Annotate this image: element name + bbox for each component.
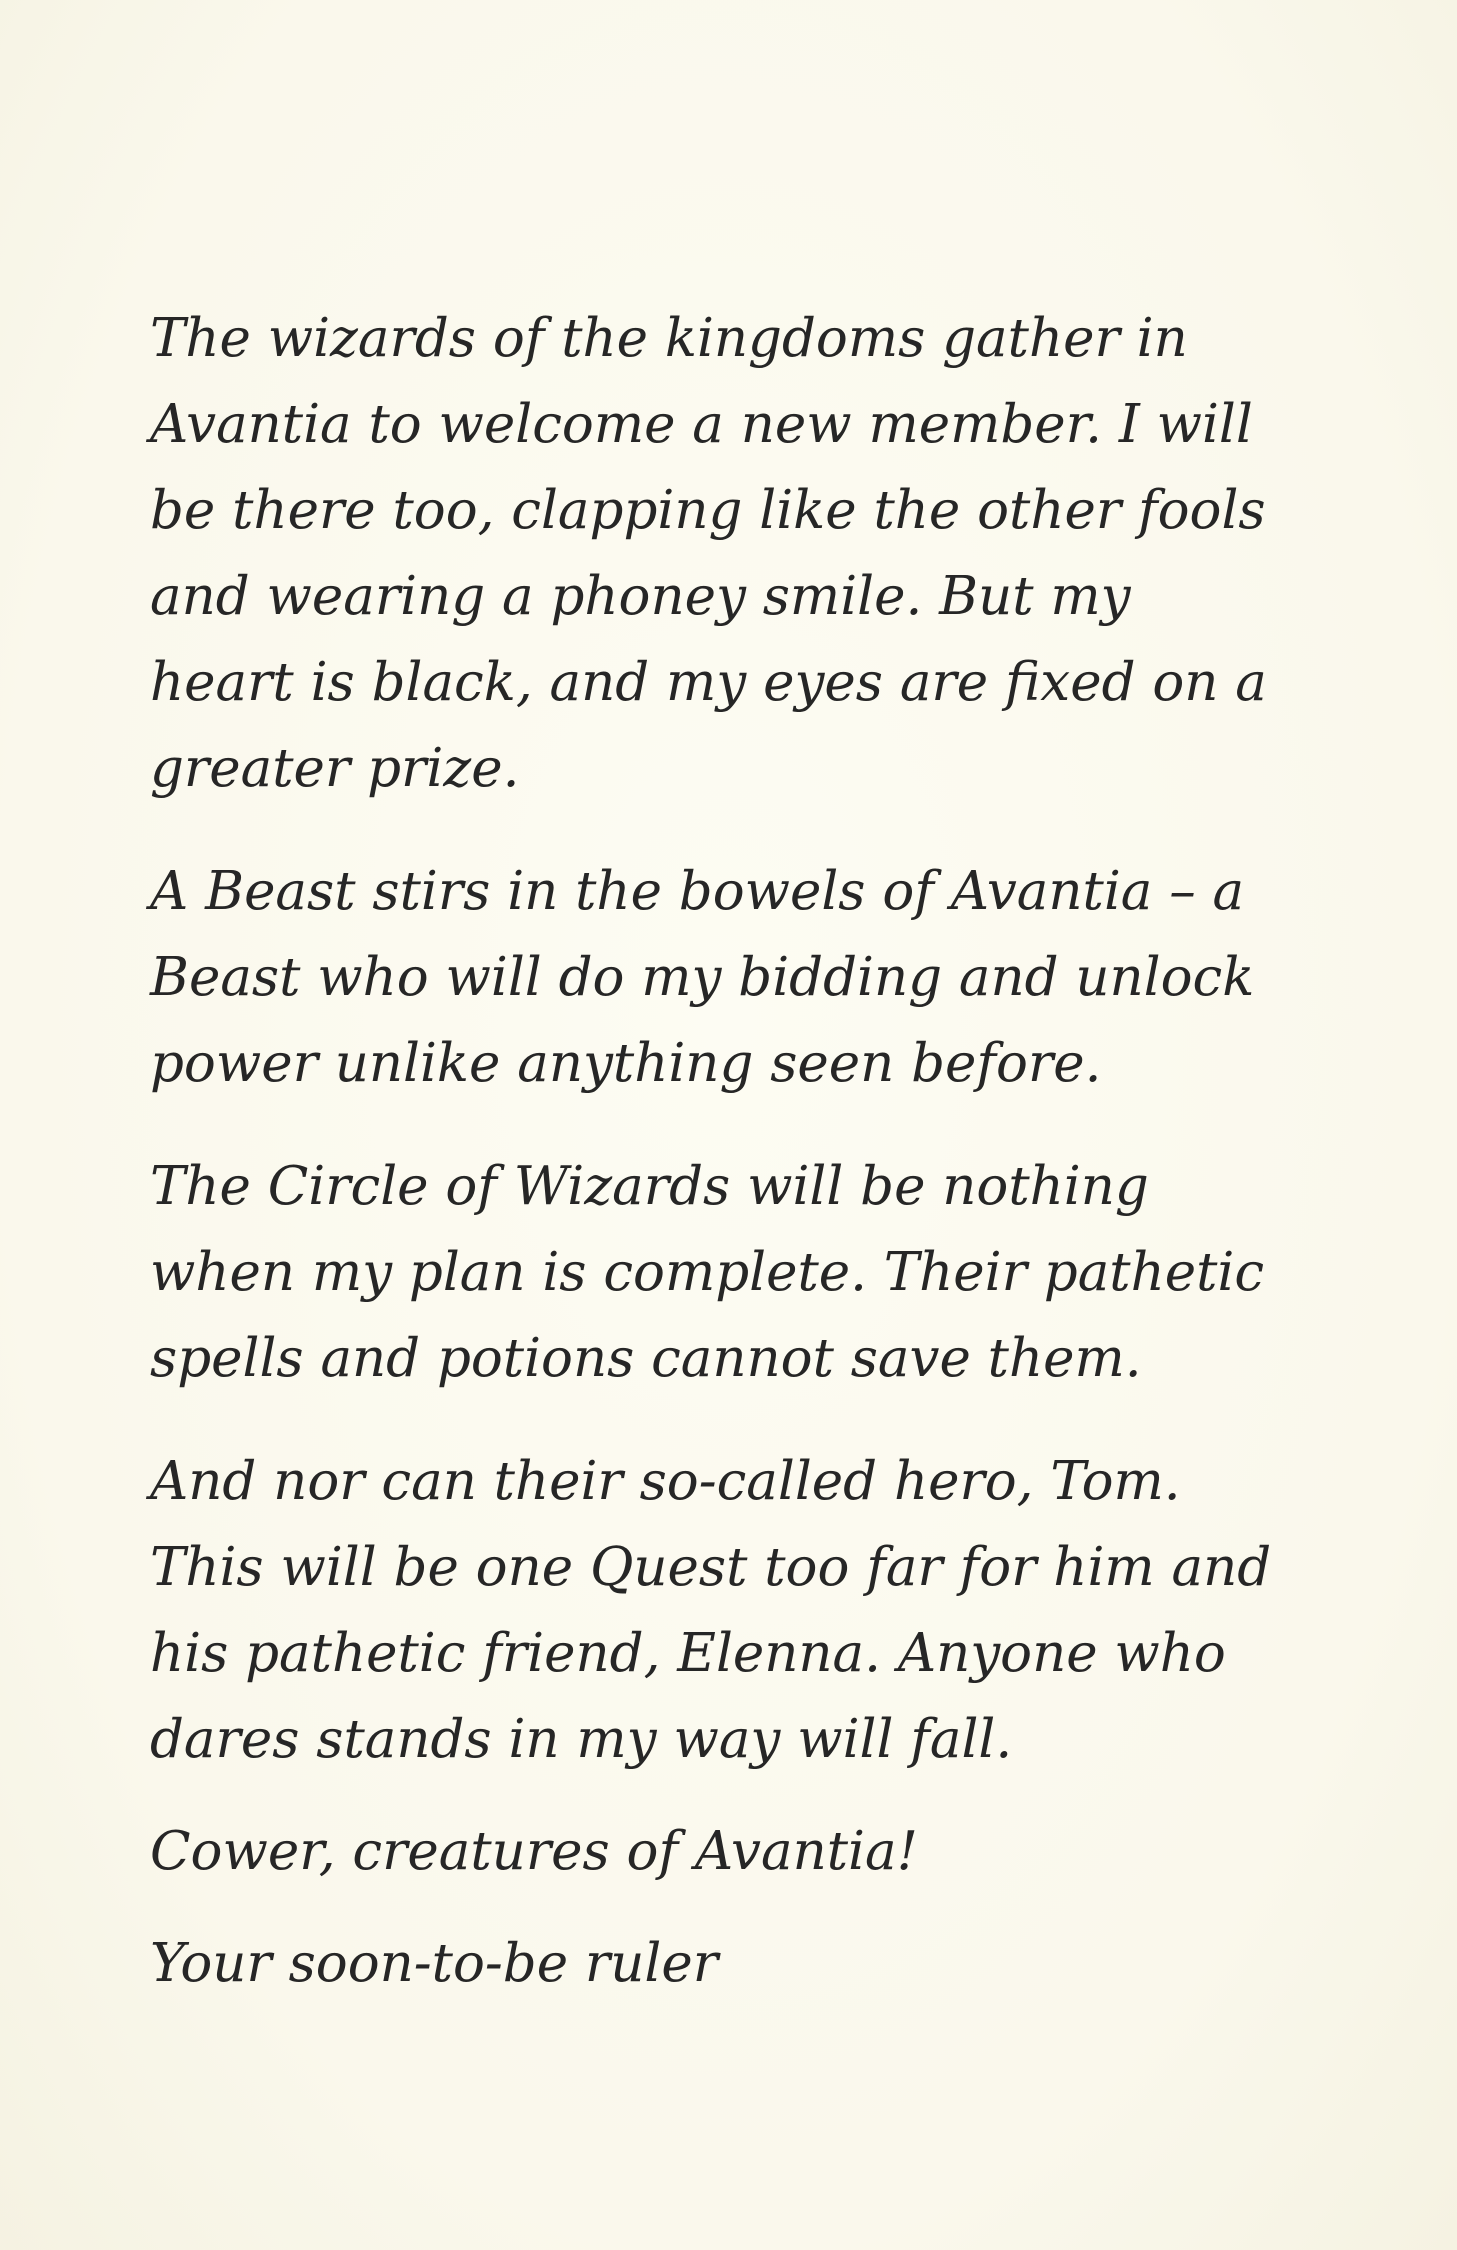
text-line: greater prize. xyxy=(150,738,520,799)
paragraph-spacer xyxy=(150,1895,1350,1921)
text-line: The Circle of Wizards will be nothing xyxy=(150,1156,1149,1217)
letter-text xyxy=(150,296,1350,2007)
text-line: Cower, creatures of Avantia! xyxy=(150,1821,918,1882)
text-line: when my plan is complete. Their pathetic xyxy=(150,1242,1265,1303)
text-line: spells and potions cannot save them. xyxy=(150,1328,1142,1389)
text-line: A Beast stirs in the bowels of Avantia – a xyxy=(150,861,1245,922)
text-line: his pathetic friend, Elenna. Anyone who xyxy=(150,1623,1226,1684)
text-line: And nor can their so-called hero, Tom. xyxy=(150,1451,1181,1512)
paragraph-5 xyxy=(150,1809,1350,1895)
paragraph-1 xyxy=(150,296,1350,812)
text-line: Avantia to welcome a new member. I will xyxy=(150,394,1253,455)
signature-line xyxy=(150,1921,1350,2007)
text-line: dares stands in my way will fall. xyxy=(150,1709,1013,1770)
paragraph-spacer xyxy=(150,1402,1350,1439)
paragraph-2 xyxy=(150,849,1350,1107)
text-line: power unlike anything seen before. xyxy=(150,1033,1102,1094)
paragraph-4 xyxy=(150,1439,1350,1783)
paragraph-spacer xyxy=(150,812,1350,849)
text-line: heart is black, and my eyes are fixed on a xyxy=(150,652,1267,713)
text-line: and wearing a phoney smile. But my xyxy=(150,566,1131,627)
text-line: This will be one Quest too far for him and xyxy=(150,1537,1272,1598)
text-line: be there too, clapping like the other fools xyxy=(150,480,1266,541)
text-line: The wizards of the kingdoms gather in xyxy=(150,308,1188,369)
paragraph-3 xyxy=(150,1144,1350,1402)
text-line: Your soon-to-be ruler xyxy=(150,1933,719,1994)
text-line: Beast who will do my bidding and unlock xyxy=(150,947,1255,1008)
paragraph-spacer xyxy=(150,1107,1350,1144)
paragraph-spacer xyxy=(150,1783,1350,1809)
